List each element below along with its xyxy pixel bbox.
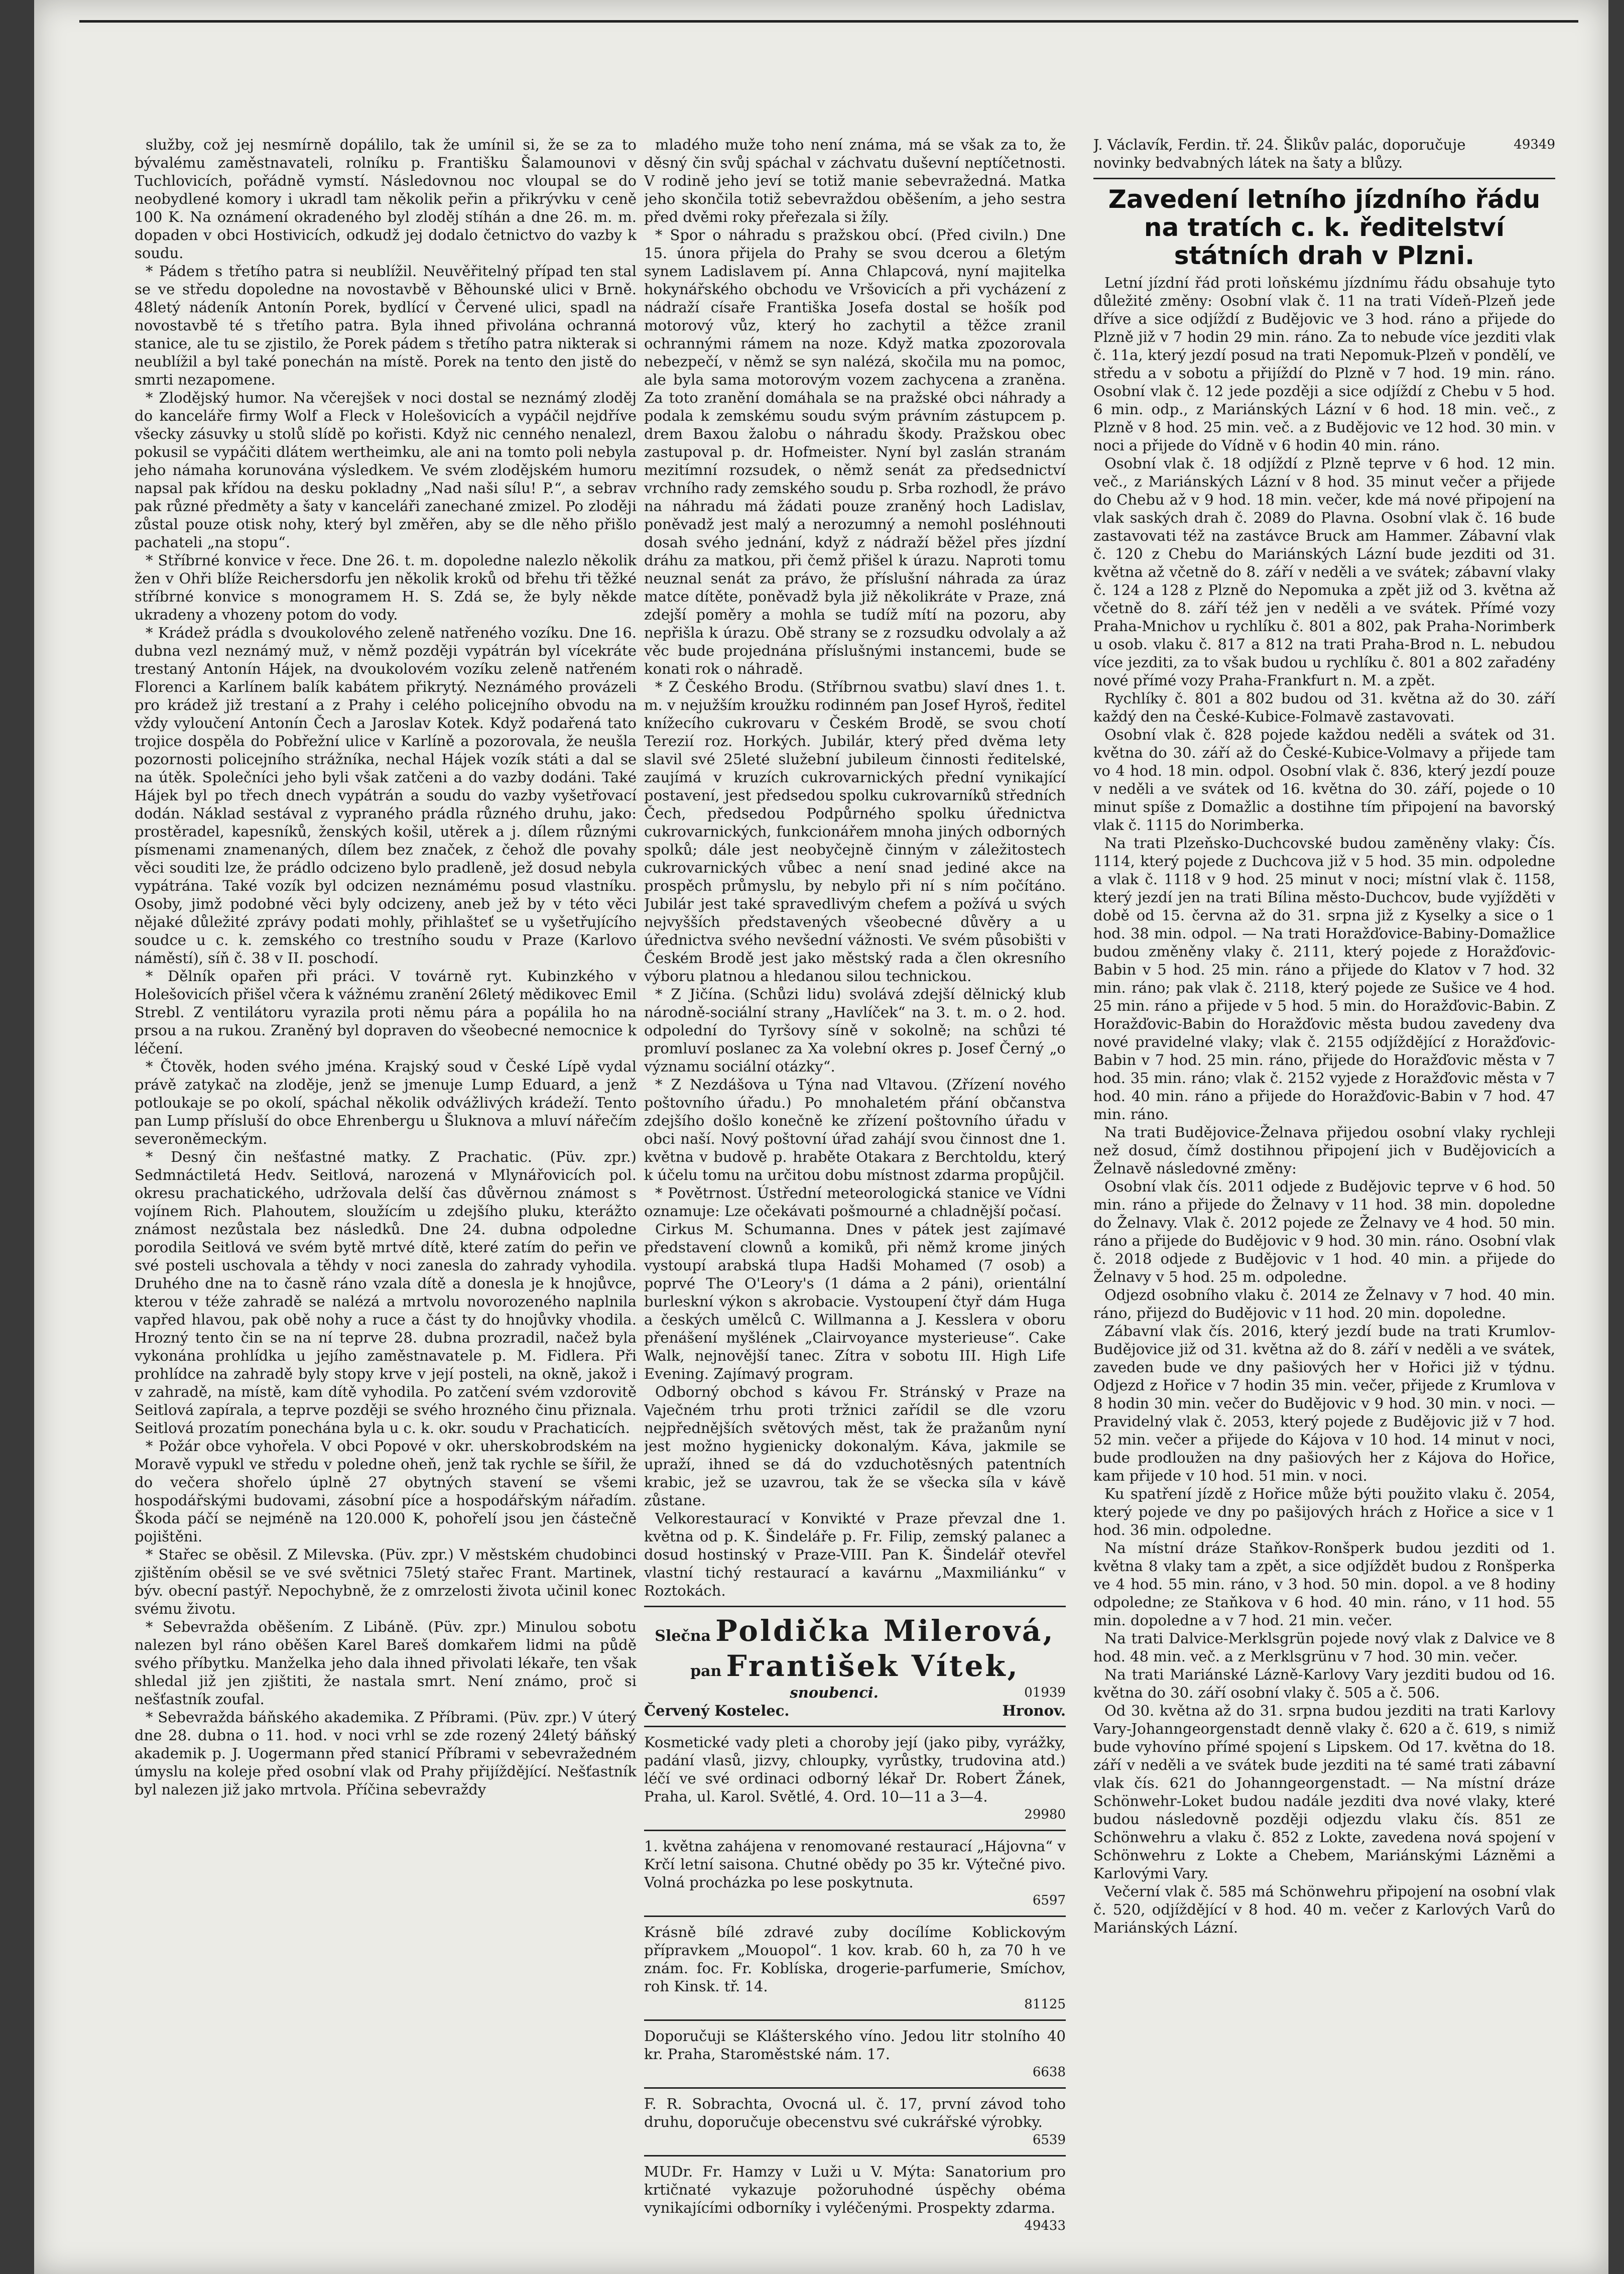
classified-ad-code: 49433	[1024, 2218, 1066, 2233]
classified-ad	[644, 2163, 1066, 2234]
classified-ad-code: 6638	[1032, 2065, 1066, 2080]
article-paragraph: Odborný obchod s kávou Fr. Stránský v Praze na Vaječném trhu proti tržnici zařídil se dle vzoru nejpřednějších světových měst, tak že pražanům nyní jest možno hygienicky dokonalým. Káva, jakmile se upraží, ihned se dá do vzduchotěsných patentních krabic, jež se uzavrou, tak že se všecka síla v kávě zůstane.	[644, 1383, 1066, 1509]
top-advert: J. Václavík, Ferdin. tř. 24. Šlikův palác, doporučuje novinky bedvabných látek na šaty a blůzy.	[1093, 136, 1466, 171]
divider	[644, 1726, 1066, 1727]
ad-pan: pan	[690, 1662, 722, 1680]
article-paragraph: služby, což jej nesmírně dopálilo, tak že umínil si, že se za to bývalému zaměstnavateli, rolníku p. Františku Šalamounovi v Tuchlovicích, pořádně vymstí. Následovnou noc vloupal se do neobydlené komory i ukradl tam několik peřin a přikrývku v ceně 100 K. Na oznámení okradeného byl zloděj stíhán a dne 26. m. m. dopaden v obci Hostivicích, odkudž jej dodalo četnictvo do vazby k soudu.	[135, 136, 637, 262]
article-paragraph: * Sebevražda oběšením. Z Libáně. (Püv. zpr.) Minulou sobotu nalezen byl ráno oběšen Karel Bareš domkařem lidmi na půdě svého příbytku. Manželka jeho dala ihned přivolati lékaře, ten však shledal již jen zjištiti, že nastala smrt. Není známo, proč si nešťastník zoufal.	[135, 1618, 637, 1708]
ad-place-left: Červený Kostelec.	[644, 1702, 790, 1719]
article-paragraph: Osobní vlak č. 18 odjíždí z Plzně teprve v 6 hod. 12 min. več., z Mariánských Lázní v 8 hod. 35 minut večer a přijede do Chebu až v 9 hod. 18 min. večer, kde má nové připojení na vlak saských drah č. 2089 do Plavna. Osobní vlak č. 16 bude zastavovati též na zastávce Bruck am Hammer. Zábavní vlak č. 120 z Chebu do Mariánských Lázní bude jezditi od 31. května až včetně do 8. září v neděli a ve svátek; zábavní vlaky č. 124 a 128 z Plzně do Nepomuka a zpět již od 3. května až včetně do 8. září též jen v neděli a ve svátek. Přímé vozy Praha-Mnichov u rychlíku č. 801 a 802, pak Praha-Norimberk u osob. vlaku č. 817 a 812 na trati Praha-Brod n. L. nebudou více jezditi, za to však budou u rychlíku č. 801 a 802 zařadény nové přímé vozy Praha-Frankfurt n. M. a zpět.	[1093, 455, 1555, 689]
article-paragraph: Na trati Plzeňsko-Duchcovské budou zaměněny vlaky: Čís. 1114, který pojede z Duchcova již v 5 hod. 35 min. odpoledne a vlak č. 1118 v 9 hod. 25 minut v noci; místní vlak č. 1158, který jezdí jen na trati Bílina město-Duchcov, bude vyjížděti v době od 15. června až do 31. srpna již z Kyselky a sice o 1 hod. 38 min. odpol. — Na trati Horažďovice-Babiny-Domažlice budou změněny vlaky č. 2111, který pojede z Horažďovic-Babin v 5 hod. 25 min. ráno a přijede do Klatov v 7 hod. 32 min. ráno; pak vlak č. 2118, který pojede ze Sušice ve 4 hod. 25 min. ráno a přijede v 5 hod. 5 min. do Horažďovic-Babin. Z Horažďovic-Babin do Horažďovic města budou zavedeny dva nové pravidelné vlaky; vlak č. 2155 odjíždějící z Horažďovic-Babin v 7 hod. 25 min. ráno, přijede do Horažďovic města v 7 hod. 35 min. ráno; vlak č. 2152 vyjede z Horažďovic města v 7 hod. 40 min. ráno a přijede do Horažďovic-Babin v 7 hod. 47 min. ráno.	[1093, 834, 1555, 1123]
divider	[644, 1830, 1066, 1831]
article-paragraph: * Z Jičína. (Schůzi lidu) svolává zdejší dělnický klub národně-sociální strany „Havlíček“ na 3. t. m. o 2. hod. odpolední do Tyršovy síně v sokolně; na schůzi té promluví poslanec za Xa volební okres p. Josef Černý „o významu sociální otázky“.	[644, 986, 1066, 1075]
article-paragraph: Na trati Mariánské Lázně-Karlovy Vary jezditi budou od 16. května do 30. září osobní vlaky č. 505 a č. 506.	[1093, 1666, 1555, 1701]
article-paragraph: Osobní vlak čís. 2011 odjede z Budějovic teprve v 6 hod. 50 min. ráno a přijede do Želnavy v 11 hod. 38 min. dopoledne do Želnavy. Vlak č. 2012 pojede ze Želnavy ve 4 hod. 50 min. ráno a přijede do Budějovic v 9 hod. 30 min. ráno. Osobní vlak č. 2018 odjede z Budějovic v 1 hod. 40 min. a přijede do Želnavy v 5 hod. 25 m. odpoledne.	[1093, 1178, 1555, 1285]
classified-ad-code: 6597	[1032, 1893, 1066, 1908]
article-paragraph: * Požár obce vyhořela. V obci Popové v okr. uherskobrodském na Moravě vypukl ve středu v poledne oheň, jenž tak rychle se šířil, že do večera shořelo úplně 27 obytných stavení se všemi hospodářskými budovami, zásobní píce a hospodářským nářadím. Škoda páčí se nejméně na 120.000 K, pohořelí jsou jen částečně pojištěni.	[135, 1438, 637, 1545]
column-3	[1093, 136, 1555, 2234]
column-2	[644, 136, 1066, 2234]
article-paragraph: * Stříbrné konvice v řece. Dne 26. t. m. dopoledne nalezlo několik žen v Ohři blíže Reichersdorfu jen několik kroků od břehu tři těžké stříbrné konvice s monogramem H. S. Zdá se, že byly někde ukradeny a vhozeny potom do vody.	[135, 552, 637, 623]
ad-place-right: Hronov.	[1002, 1702, 1066, 1719]
divider	[644, 2087, 1066, 2089]
article-paragraph: * Krádež prádla s dvoukolového zeleně natřeného vozíku. Dne 16. dubna vezl neznámý muž, v němž později vypátrán byl vícekráte trestaný Antonín Hájek, na dvoukolovém vozíku zeleně natřeném Florenci a Karlínem balík kabátem přikrytý. Neznámého provázeli pro krádež již trestaní a z Prahy i celého policejního obvodu na vždy vyloučení Antonín Čech a Jaroslav Kotek. Když podařená tato trojice dospěla do Pobřežní ulice v Karlíně a pozorovala, že neušla pozornosti policejního strážníka, nechal Hájek vozík státi a dal se na útěk. Společníci jeho byli však zatčeni a do vazby dodáni. Také Hájek byl po třech dnech vypátrán a soudu do vazby vyšetřovací dodán. Náklad sestával z vypraného prádla různého druhu, jako: prostěradel, kapesníků, ženských košil, utěrek a j. dílem různými písmenami znamenaných, dílem bez značek, z čehož dle povahy věci souditi lze, že prádlo odcizeno bylo pradleně, jež dosud nebyla vypátrána. Také vozík byl odcizen neznámému posud vlastníku. Osoby, jimž podobné věci byly odcizeny, aneb jež by v této věci nějaké důležité zprávy podati mohly, přihlašteť se u vyšetřujícího soudce u c. k. zemského co trestního soudu v Praze (Karlovo náměstí), síň č. 38 v II. poschodí.	[135, 624, 637, 967]
article-paragraph: Od 30. května až do 31. srpna budou jezditi na trati Karlovy Vary-Johanngeorgenstadt denně vlaky č. 620 a č. 619, s nimiž bude vyhovíno přímé spojení s Lipskem. Od 17. května do 18. září v neděli a ve svátek bude jezditi na té samé trati zábavní vlak čís. 621 do Johanngeorgenstadt. — Na místní dráze Schönwehr-Loket budou nadále jezditi dva nové vlaky, které budou následovně později odjezdu vlaku čís. 851 ze Schönwehru a vlaku č. 852 z Lokte, zavedena nová spojení v Schönwehru z Lokte a Chebem, Mariánskými Lázněmi a Karlovými Vary.	[1093, 1702, 1555, 1882]
classified-ad-text: MUDr. Fr. Hamzy v Luži u V. Mýta: Sanatorium pro krtičnaté vykazuje požoruhodné úspěchy obéma vynikajícími odborníky i vyléčenými. Prospekty zdarma.	[644, 2163, 1066, 2216]
article-paragraph: * Dělník opařen při práci. V továrně ryt. Kubinzkého v Holešovicích přišel včera k vážnému zranění 26letý mědikovec Emil Strebl. Z ventilátoru vyrazila proti němu pára a popálila ho na prsou a na rukou. Zraněný byl dopraven do všeobecné nemocnice k léčení.	[135, 968, 637, 1057]
classified-ad	[644, 1837, 1066, 1909]
ad-name-2: František Vítek,	[726, 1649, 1020, 1683]
article-paragraph: * Pádem s třetího patra si neublížil. Neuvěřitelný případ ten stal se ve středu dopoledne na novostavbě v Běhounské ulici v Brně. 48letý nádeník Antonín Porek, bydlící v Červené ulici, spadl na novostavbě té s třetího patra. Byla ihned přivolána ochranná stanice, ale tu se zjistilo, že Porek pádem s třetího patra nikterak si neublížil a byl také ponechán na místě. Porek na tento den jistě do smrti nezapomene.	[135, 263, 637, 388]
article-paragraph: Večerní vlak č. 585 má Schönwehru připojení na osobní vlak č. 520, odjíždějící v 8 hod. 40 m. večer z Karlových Varů do Mariánských Lázní.	[1093, 1883, 1555, 1936]
section-heading: Zavedení letního jízdního řádu na tratích c. k. ředitelství státních drah v Plzni.	[1108, 185, 1541, 270]
ad-slecna: Slečna	[655, 1627, 711, 1645]
top-advert-code: 49349	[1514, 137, 1555, 152]
article-paragraph: Velkorestaurací v Konvikté v Praze převzal dne 1. května od p. K. Šindeláře p. Fr. Filip, zemský palanec a dosud hostinský v Praze-VIII. Pan K. Šindelář otevřel vlastní tichý restaurací a kavárnu „Maxmiliánku“ v Roztokách.	[644, 1510, 1066, 1599]
article-paragraph: * Spor o náhradu s pražskou obcí. (Před civiln.) Dne 15. února přijela do Prahy se svou dcerou a 6letým synem Ladislavem pí. Anna Chlapcová, nyní majitelka hokynářského obchodu ve Vršovicích a při vycházení z nádraží císaře Františka Josefa dostal se hošík pod motorový vůz, který ho zachytil a těžce zranil ochrannými rámem na noze. Když matka zpozorovala nebezpečí, v němž se syn nalézá, skočila mu na pomoc, ale byla sama motorovým vozem zachycena a zraněna. Za toto zranění domáhala se na pražské obci náhrady a podala k zemskému soudu svým právním zástupcem p. drem Baxou žalobu o náhradu škody. Pražskou obec zastupoval p. dr. Hofmeister. Nyní byl zaslán stranám mezitímní rozsudek, o němž senát za předsednictví vrchního rady zemského soudu p. Srba rozhodl, že právo na náhradu má žádati pouze zraněný hoch Ladislav, poněvadž jest malý a nerozumný a nemohl posléhnouti dosah svého jednání, když z nádraží běžel přes jízdní dráhu za matkou, při čemž přišel k úrazu. Naproti tomu neuznal senát za právo, že příslušní náhrada za úraz matce dítěte, poněvadž byla již několikráte v Praze, zná zdejší poměry a mohla se tudíž mítí na pozoru, aby nepřišla k úrazu. Obě strany se z rozsudku odvolaly a až věc bude projednána příslušnými instancemi, bude se konati rok o náhradě.	[644, 226, 1066, 677]
divider	[644, 2155, 1066, 2157]
classified-ad	[644, 2095, 1066, 2149]
divider	[644, 1606, 1066, 1607]
article-paragraph: Na trati Budějovice-Želnava přijedou osobní vlaky rychleji než dosud, čímž dostihnou připojení jich v Budějovicích a Želnavě následovné změny:	[1093, 1124, 1555, 1177]
article-paragraph: Zábavní vlak čís. 2016, který jezdí bude na trati Krumlov-Budějovice již od 31. května až do 8. září v neděli a ve svátek, zaveden bude ve dny pašiových her v Hořici již v týdnu. Odjezd z Hořice v 7 hodin 35 min. večer, přijede z Krumlova v 8 hodin 30 min. večer do Budějovic v 9 hod. 30 min. v noci. — Pravidelný vlak č. 2053, který pojede z Budějovic již v 7 hod. 52 min. večer a přijede do Kájova v 10 hod. 14 minut v noci, bude prodloužen na dny pašiových her z Kájova do Hořice, kam přijede v 10 hod. 51 min. v noci.	[1093, 1323, 1555, 1484]
classified-ad-code: 29980	[1024, 1807, 1066, 1822]
article-paragraph: * Z Nezdášova u Týna nad Vltavou. (Zřízení nového poštovního úřadu.) Po mnohaletém přání občanstva zdejšího došlo konečně ke zřízení poštovního úřadu v obci naší. Nový poštovní úřad zahájí svou činnost dne 1. května v budově p. hraběte Otakara z Berchtoldu, který k účelu tomu na určitou dobu místnost zdarma propůjčil.	[644, 1076, 1066, 1183]
divider	[1093, 178, 1555, 179]
article-paragraph: Na místní dráze Staňkov-Ronšperk budou jezditi od 1. května 8 vlaky tam a zpět, a sice odjíždět budou z Ronšperka ve 4 hod. 55 min. ráno, v 3 hod. 50 min. dopol. a ve 8 hodiny odpoledne; ze Staňkova v 6 hod. 40 min. ráno, v 11 hod. 55 min. dopoledne a v 7 hod. 21 min. večer.	[1093, 1539, 1555, 1629]
article-paragraph: mladého muže toho není známa, má se však za to, že děsný čin svůj spáchal v záchvatu duševní neptíčetnosti. V rodině jeho jeví se totiž manie sebevražedná. Matka jeho skončila totiž sebevraždou oběšením, a jeho sestra před dvěmi roky přeřezala si žíly.	[644, 136, 1066, 225]
newspaper-page	[34, 0, 1608, 2274]
article-paragraph: Odjezd osobního vlaku č. 2014 ze Želnavy v 7 hod. 40 min. ráno, přijezd do Budějovic v 11 hod. 20 min. dopoledne.	[1093, 1286, 1555, 1322]
article-paragraph: Osobní vlak č. 828 pojede každou neděli a svátek od 31. května do 30. září až do České-Kubice-Volmavy a přijede tam vo 4 hod. 18 min. odpol. Osobní vlak č. 836, který jezdí pouze v neděli a ve svátek od 16. května do 30. září, pojede o 10 minut spíše z Domažlic a dostihne tím připojení na bavorský vlak č. 1115 do Norimberka.	[1093, 726, 1555, 833]
classified-ad	[644, 1733, 1066, 1824]
top-rule	[79, 20, 1578, 23]
engagement-announcement	[644, 1613, 1066, 1720]
article-paragraph: * Sebevražda báňského akademika. Z Příbrami. (Püv. zpr.) V úterý dne 28. dubna o 11. hod. v noci vrhl se zde rozený 24letý báňský akademik p. J. Uogermann před stanicí Příbrami v sebevražedném úmyslu na koleje před osobní vlak od Prahy přijíždějící. Nešťastník byl nalezen již jako mrtvola. Příčina sebevraždy	[135, 1709, 637, 1798]
classified-ad-text: Krásně bílé zdravé zuby docílíme Koblickovým přípravkem „Mouopol“. 1 kov. krab. 60 h, za 70 h ve znám. foc. Fr. Koblíska, drogerie-parfumerie, Smíchov, roh Kinsk. tř. 14.	[644, 1924, 1066, 1995]
article-paragraph: * Zlodějský humor. Na včerejšek v noci dostal se neznámý zloděj do kanceláře firmy Wolf a Fleck v Holešovicích a vypáčil nejdříve všecky zásuvky u stolů slídě po kořisti. Když nic cenného nenalezl, pokusil se vypáčiti dlátem wertheimku, ale ani na tomto poli nebyla jeho námaha korunována výsledkem. Ve svém zlodějském humoru napsal pak křídou na desku pokladny „Nad naši sílu! P.“, a sebrav pak různé předměty a šaty v kanceláři zanechané zmizel. Po zloději zůstal pouze otisk nohy, který byl změřen, aby se dle něho přišlo pachateli „na stopu“.	[135, 389, 637, 551]
article-paragraph: Ku spatření jízdě z Hořice může býti použito vlaku č. 2054, který pojede ve dny po pašijových hrách z Hořice a sice v 1 hod. 36 min. odpoledne.	[1093, 1485, 1555, 1538]
ad-engaged: snoubenci.	[790, 1684, 879, 1701]
article-paragraph: * Desný čin nešťastné matky. Z Prachatic. (Püv. zpr.) Sedmnáctiletá Hedv. Seitlová, narozená v Mlynářovicích pol. okresu prachatického, udržovala delší čas důvěrnou známost s vojínem Rich. Plahoutem, sloužícím u zdejšího pluku, kterážto známost nezůstala bez následků. Dne 24. dubna odpoledne porodila Seitlová ve svém bytě mrtvé dítě, které zatím do peřin ve své posteli uschovala a těhdy v noci zanesla do zahrady vyhodila. Druhého dne na to časně ráno vzala dítě a donesla je k hnojůvce, kterou v téže zahradě se nalézá a mrtvolu novorozeného naplnila vapřed hlavou, pak obě nohy a ruce a část ty do hnojůvky vhodila. Hrozný tento čin se na ní teprve 28. dubna prozradil, načež byla vykonána prohlídka u jejího zaměstnavatele p. M. Fidlera. Při prohlídce na zahradě byly stopy krve v její posteli, na okně, jakož i v zahradě, na místě, kam dítě vyhodila. Po zatčení svém vzdorovitě Seitlová zapírala, a teprve později se svého hrozného činu přiznala. Seitlová prozatím ponechána byla u c. k. okr. soudu v Prachaticích.	[135, 1148, 637, 1437]
ad-code: 01939	[1024, 1685, 1066, 1700]
article-paragraph: * Z Českého Brodu. (Stříbrnou svatbu) slaví dnes 1. t. m. v nejužším kroužku rodinném pan Josef Hyroš, ředitel knížecího cukrovaru v Českém Brodě, se svou chotí Terezií roz. Horkých. Jubilár, který před dvěma lety slavil své 25leté služební jubileum činnosti ředitelské, zaujímá v kruzích cukrovarnických přední vynikající postavení, jest předsedou spolku cukrovarníků středních Čech, předsedou Podpůrného spolku úřednictva cukrovarnických, funkcionářem mnoha jiných odborných spolků; dále jest neobyčejně činným v záležitostech cukrovarnických vůbec a není snad jediné akce na prospěch průmyslu, by nebylo při ní s ním počítáno. Jubilár jest také spravedlivým chefem a požívá u svých nejvyšších představených všeobecné důvěry a u úřednictva svého nevšední vážnosti. Ve svém působišti v Českém Brodě jest jako městský rada a člen okresního výboru platnou a hledanou silou technickou.	[644, 678, 1066, 985]
article-paragraph: Na trati Dalvice-Merklsgrün pojede nový vlak z Dalvice ve 8 hod. 48 min. več. a z Merklsgrünu v 7 hod. 30 min. večer.	[1093, 1630, 1555, 1665]
classified-ad-text: Doporučuji se Klášterského víno. Jedou litr stolního 40 kr. Praha, Staroměstské nám. 17.	[644, 2027, 1066, 2063]
divider	[644, 1916, 1066, 1917]
classified-ad	[644, 1923, 1066, 2013]
article-paragraph: * Povětrnost. Ústřední meteorologická stanice ve Vídni oznamuje: Lze očekávati pošmourné a chladnější počasí.	[644, 1184, 1066, 1220]
classified-ad-code: 81125	[1024, 1997, 1066, 2012]
classified-ad-text: 1. května zahájena v renomované restaurací „Hájovna“ v Krčí letní saisona. Chutné obědy po 35 kr. Výtečné pivo. Volná procházka po lese poskytnuta.	[644, 1838, 1066, 1891]
classified-ad-code: 6539	[1032, 2132, 1066, 2147]
article-paragraph: Cirkus M. Schumanna. Dnes v pátek jest zajímavé představení clownů a komiků, při němž krome jiných vystoupí arabská tlupa Hadši Mohamed (7 osob) a poprvé The O'Leory's (1 dáma a 2 páni), orientální burleskní výkon s akrobacie. Vystoupení čtyř dám Huga a českých umělců C. Willmanna a J. Kesslera v oboru přenášení myšlének „Clairvoyance mysterieuse“. Cake Walk, nejnovější tanec. Zítra v sobotu III. High Life Evening. Zajímavý program.	[644, 1221, 1066, 1382]
article-paragraph: * Čtověk, hoden svého jména. Krajský soud v České Lípě vydal právě zatykač na zloděje, jenž se jmenuje Lump Eduard, a jenž potloukaje se po okolí, spáchal několik odvážlivých krádeží. Tento pan Lump přísluší do obce Ehrenbergu u Šluknova a mluví nářečím severoněmeckým.	[135, 1058, 637, 1147]
divider	[644, 2019, 1066, 2021]
classified-ad-text: Kosmetické vady pleti a choroby její (jako piby, vyrážky, padání vlasů, jizvy, chloupky, vyrůstky, trudovina atd.) léčí ve své ordinaci odborný lékař Dr. Robert Žánek, Praha, ul. Karol. Světlé, 4. Ord. 10—11 a 3—4.	[644, 1734, 1066, 1805]
article-paragraph: * Stařec se oběsil. Z Milevska. (Püv. zpr.) V městském chudobinci zjištěním oběsil se ve své světnici 75letý stařec Frant. Martinek, býv. obecní pastýř. Nepochybně, že z omrzelosti života učinil konec svému životu.	[135, 1546, 637, 1617]
article-paragraph: Rychlíky č. 801 a 802 budou od 31. května až do 30. září každý den na České-Kubice-Folmavě zastavovati.	[1093, 690, 1555, 725]
classified-ad-text: F. R. Sobrachta, Ovocná ul. č. 17, první závod toho druhu, doporučuje obecenstvu své cukrářské výrobky.	[644, 2095, 1066, 2130]
column-1	[135, 136, 637, 2234]
ad-name-1: Poldička Milerová,	[715, 1614, 1055, 1648]
article-paragraph: Letní jízdní řád proti loňskému jízdnímu řádu obsahuje tyto důležité změny: Osobní vlak č. 11 na trati Vídeň-Plzeň jede dříve a sice odjíždí z Budějovic ve 3 hod. ráno a přijede do Plzně již v 7 hodin 29 min. ráno. Za to nebude více jezditi vlak č. 11a, který jezdí posud na trati Nepomuk-Plzeň v pondělí, ve středu a v sobotu a přijíždí do Plzně v 7 hod. 19 min. ráno. Osobní vlak č. 12 jede později a sice odjíždí z Chebu v 5 hod. 6 min. odp., z Mariánských Lázní v 6 hod. 18 min. več., z Plzně v 8 hod. 25 min. več. a z Budějovic ve 12 hod. 30 min. v noci a přijede do Vídně v 6 hodin 40 min. ráno.	[1093, 274, 1555, 454]
classified-ad	[644, 2027, 1066, 2081]
